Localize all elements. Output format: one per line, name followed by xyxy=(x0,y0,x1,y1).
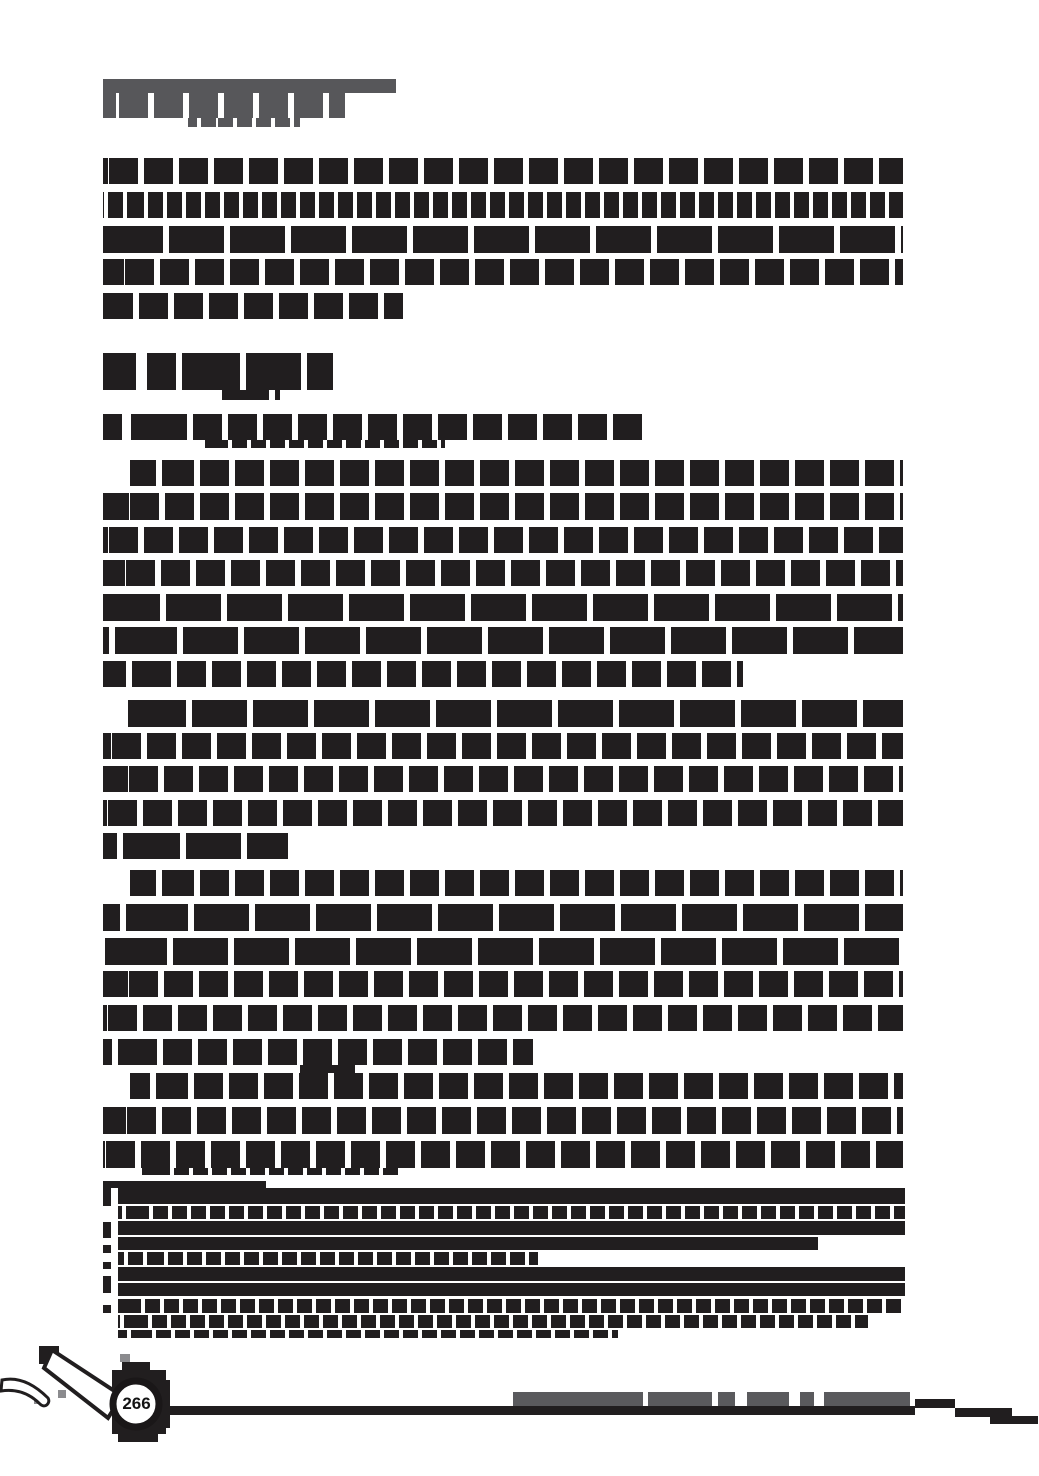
ribbon-curl xyxy=(1,1379,49,1406)
megaphone-decoration xyxy=(0,1340,210,1452)
footer-rule-line xyxy=(990,1416,1038,1424)
page-number: 266 xyxy=(122,1394,151,1413)
footer-rule-line xyxy=(150,1406,915,1415)
footer-rule-line xyxy=(915,1399,955,1408)
page-number-badge xyxy=(118,1394,155,1414)
